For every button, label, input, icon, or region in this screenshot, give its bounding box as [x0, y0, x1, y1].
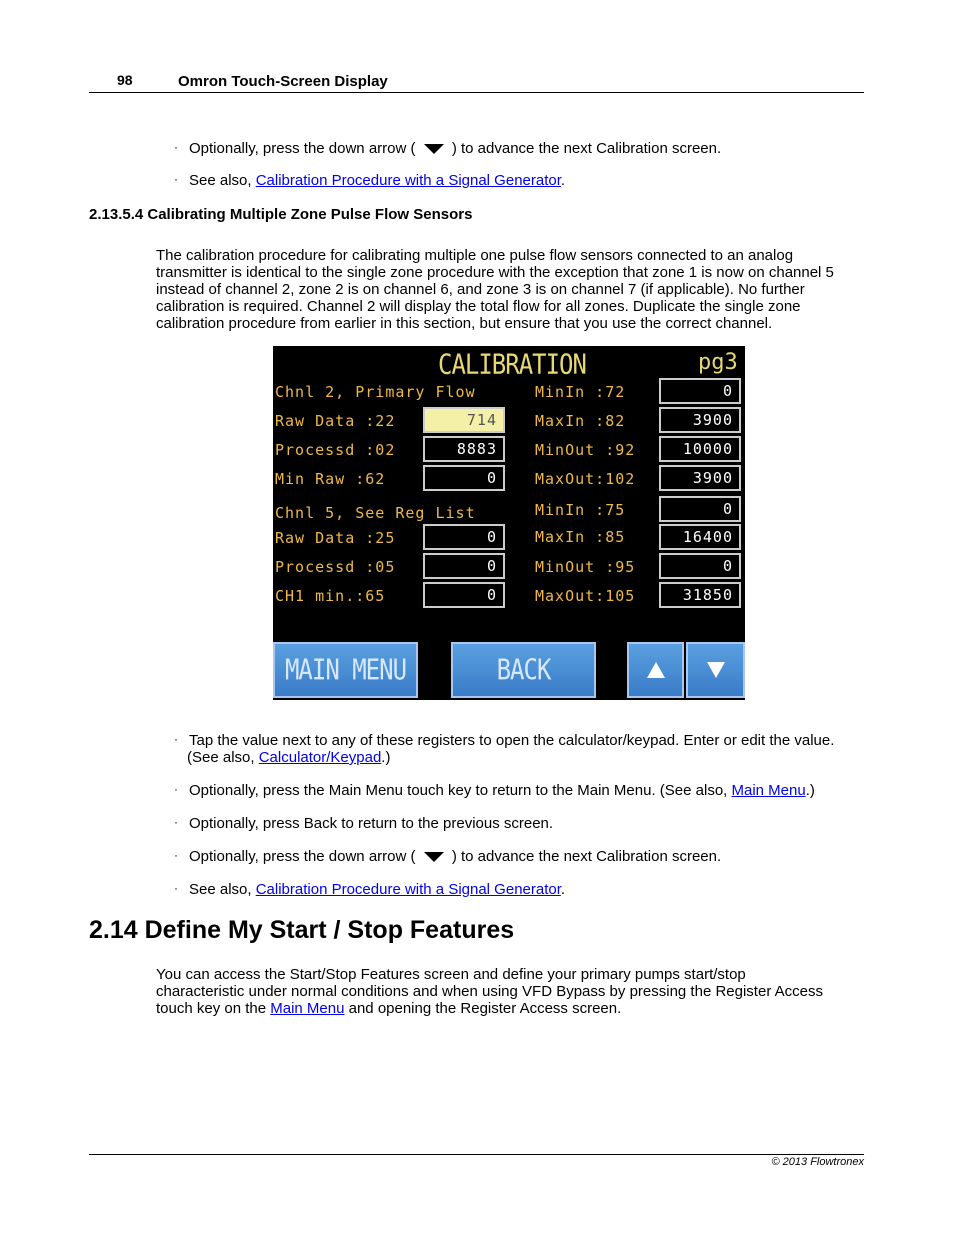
value-processd-05[interactable]: 0: [423, 553, 505, 579]
bullet-back: · Optionally, press Back to return to the previous screen.: [174, 815, 554, 832]
down-arrow-button[interactable]: [686, 642, 745, 698]
link-main-menu-2[interactable]: Main Menu: [270, 1000, 345, 1017]
label-processd-02: Processd :02: [275, 441, 396, 459]
section-2-14-paragraph: You can access the Start/Stop Features screen and define your primary pumps start/stop characteristic under normal conditions and when using VFD Bypass by pressing the Register Access touch key on the Main Menu and opening the Register Access screen.: [156, 966, 823, 1017]
label-maxin-82: MaxIn :82: [535, 412, 626, 430]
label-minout-95: MinOut :95: [535, 558, 636, 576]
footer-rule: [89, 1154, 864, 1155]
down-arrow-icon: [424, 144, 444, 154]
label-maxout-102: MaxOut:102: [535, 470, 636, 488]
link-main-menu[interactable]: Main Menu: [731, 782, 806, 799]
up-arrow-icon: [647, 662, 665, 678]
label-raw-data-25: Raw Data :25: [275, 529, 396, 547]
value-minin-72[interactable]: 0: [659, 378, 741, 404]
value-maxout-102[interactable]: 3900: [659, 465, 741, 491]
label-minin-75: MinIn :75: [535, 501, 626, 519]
value-minout-95[interactable]: 0: [659, 553, 741, 579]
back-button[interactable]: BACK: [451, 642, 596, 698]
label-chnl5: Chnl 5, See Reg List: [275, 504, 476, 522]
down-arrow-icon: [707, 662, 725, 678]
section-heading: 2.13.5.4 Calibrating Multiple Zone Pulse Flow Sensors: [89, 206, 473, 223]
screen-page: pg3: [698, 350, 738, 375]
bullet-down-arrow-2: · Optionally, press the down arrow ( ) to advance the next Calibration screen.: [174, 848, 722, 865]
bullet-main-menu: · Optionally, press the Main Menu touch key to return to the Main Menu. (See also, Main Menu.): [174, 782, 815, 799]
value-raw-data-22[interactable]: 714: [423, 407, 505, 433]
header-rule: [89, 92, 864, 93]
bullet-tap-value: · Tap the value next to any of these registers to open the calculator/keypad. Enter or edit the value.: [174, 732, 835, 749]
label-maxin-85: MaxIn :85: [535, 528, 626, 546]
calibration-screen: [273, 346, 745, 700]
value-maxin-82[interactable]: 3900: [659, 407, 741, 433]
header-title: Omron Touch-Screen Display: [178, 73, 388, 90]
label-minout-92: MinOut :92: [535, 441, 636, 459]
bullet-see-also-2: · See also, Calibration Procedure with a Signal Generator.: [174, 881, 566, 898]
down-arrow-icon: [424, 852, 444, 862]
value-minin-75[interactable]: 0: [659, 496, 741, 522]
link-calculator-keypad[interactable]: Calculator/Keypad: [258, 749, 382, 766]
value-processd-02[interactable]: 8883: [423, 436, 505, 462]
screen-title: CALIBRATION: [438, 348, 586, 381]
value-maxin-85[interactable]: 16400: [659, 524, 741, 550]
value-ch1-min-65[interactable]: 0: [423, 582, 505, 608]
main-menu-button[interactable]: MAIN MENU: [273, 642, 418, 698]
page-number: 98: [117, 72, 133, 88]
footer-copyright: © 2013 Flowtronex: [771, 1156, 864, 1168]
label-processd-05: Processd :05: [275, 558, 396, 576]
label-maxout-105: MaxOut:105: [535, 587, 636, 605]
up-arrow-button[interactable]: [627, 642, 684, 698]
value-min-raw-62[interactable]: 0: [423, 465, 505, 491]
bullet-down-arrow: · Optionally, press the down arrow ( ) to advance the next Calibration screen.: [174, 140, 722, 157]
label-ch1-min-65: CH1 min.:65: [275, 587, 386, 605]
bullet-see-also: · See also, Calibration Procedure with a Signal Generator.: [174, 172, 566, 189]
label-raw-data-22: Raw Data :22: [275, 412, 396, 430]
value-minout-92[interactable]: 10000: [659, 436, 741, 462]
label-min-raw-62: Min Raw :62: [275, 470, 386, 488]
link-calibration-signal-generator[interactable]: Calibration Procedure with a Signal Generator: [255, 172, 561, 189]
label-minin-72: MinIn :72: [535, 383, 626, 401]
section-2-14-heading: 2.14 Define My Start / Stop Features: [89, 916, 515, 944]
label-chnl2: Chnl 2, Primary Flow: [275, 383, 476, 401]
value-maxout-105[interactable]: 31850: [659, 582, 741, 608]
link-calibration-signal-generator-2[interactable]: Calibration Procedure with a Signal Generator: [255, 881, 561, 898]
section-paragraph: The calibration procedure for calibrating multiple one pulse flow sensors connected to an analog transmitter is identical to the single zone procedure with the exception that zone 1 is now on channel 5 instead of channel 2, zone 2 is on channel 6, and zone 3 is on channel 7 (if applicable). No further calibration is required. Channel 2 will display the total flow for all zones. Duplicate the single zone calibration procedure from earlier in this section, but ensure that you use the correct channel.: [156, 247, 834, 332]
value-raw-data-25[interactable]: 0: [423, 524, 505, 550]
bullet-tap-value-line2: (See also, Calculator/Keypad.): [187, 749, 391, 766]
